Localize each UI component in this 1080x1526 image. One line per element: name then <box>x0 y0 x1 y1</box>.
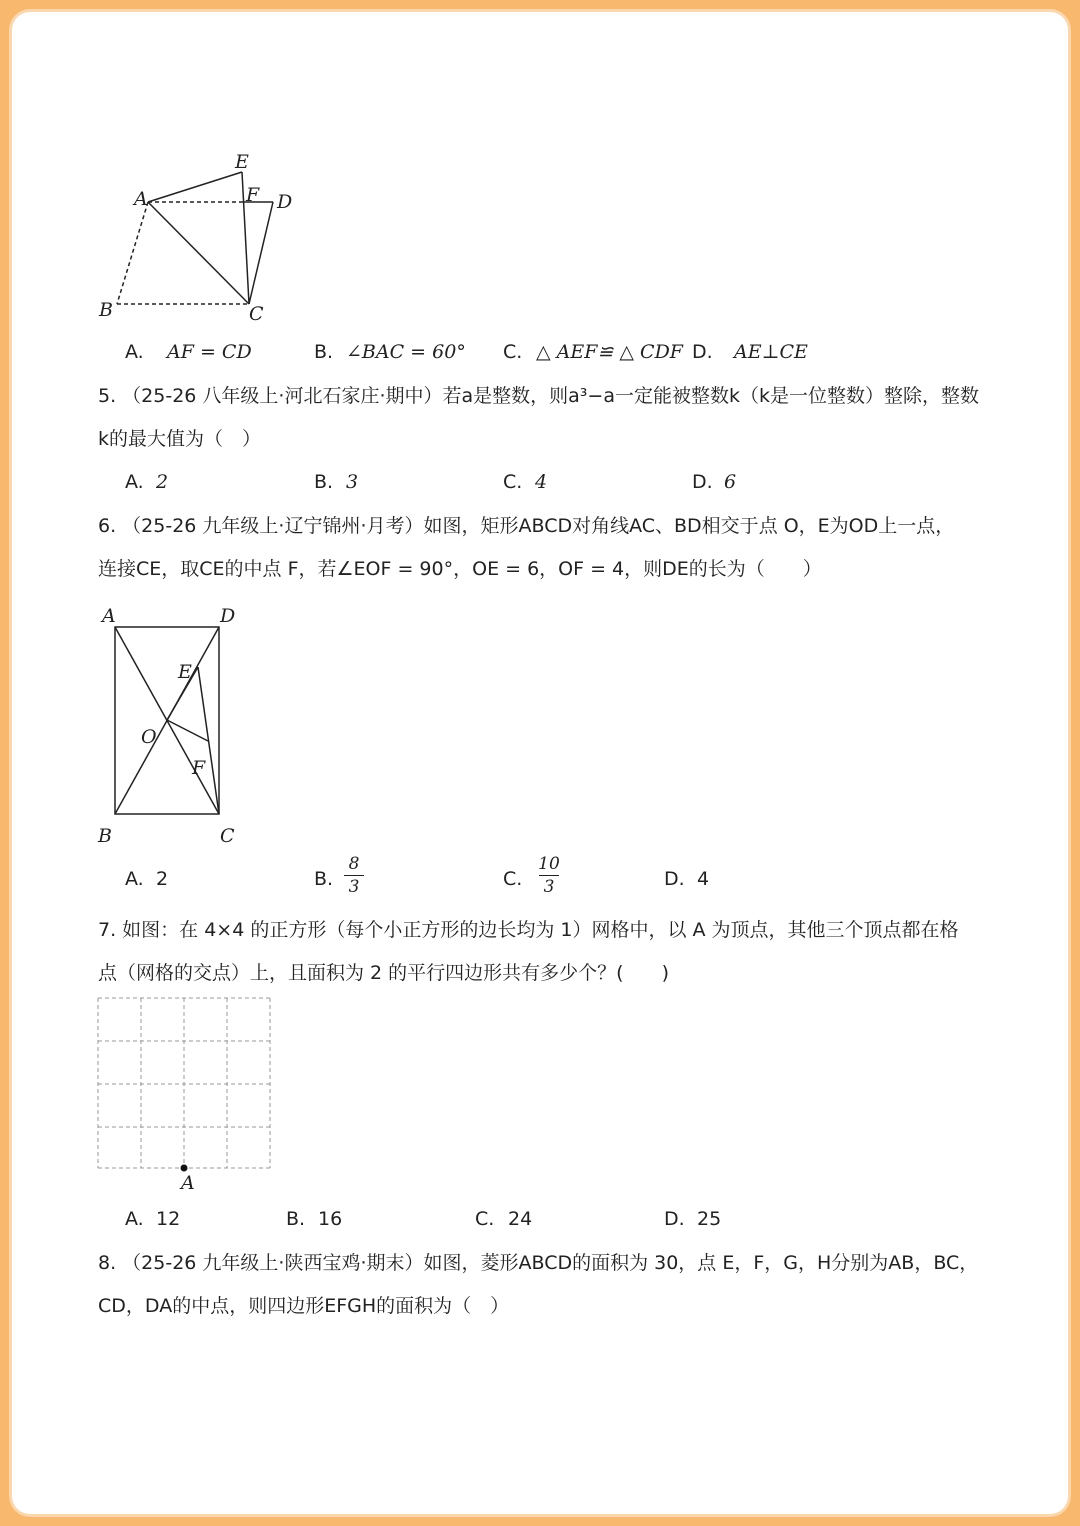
q6-option-a-text: 2 <box>156 868 169 890</box>
q6-label-c: C <box>220 825 235 847</box>
q4-option-b-letter: B. <box>314 341 334 363</box>
q6-option-b-letter: B. <box>314 868 334 890</box>
q5-option-b-text: 3 <box>346 471 359 493</box>
q6-label-f: F <box>192 757 206 779</box>
q4-figure <box>92 142 322 327</box>
q5-option-c-text: 4 <box>535 471 548 493</box>
q5-option-c-letter: C. <box>503 471 523 493</box>
q7-grid-figure <box>92 992 292 1192</box>
q5-option-a-text: 2 <box>156 471 169 493</box>
q4-label-d: D <box>277 191 293 213</box>
q6-option-c-letter: C. <box>503 868 523 890</box>
q4-option-a-letter: A. <box>125 341 144 363</box>
q6-label-o: O <box>141 726 157 748</box>
q4-label-b: B <box>99 299 113 321</box>
q7-option-c-letter: C. <box>475 1208 495 1230</box>
q6-option-b-fraction-bar <box>344 875 364 876</box>
q7-option-a-text: 12 <box>156 1208 181 1230</box>
q7-stem-line1: 7. 如图：在 4×4 的正方形（每个小正方形的边长均为 1）网格中，以 A 为顶点，其他三个顶点都在格 <box>98 919 959 941</box>
q4-segment-ab-dashed <box>117 202 148 304</box>
q6-label-e: E <box>178 661 192 683</box>
q4-option-c-text: △ AEF≌ △ CDF <box>536 341 683 363</box>
q5-option-d-letter: D. <box>692 471 713 493</box>
q4-label-c: C <box>249 303 264 325</box>
q4-option-c-letter: C. <box>503 341 523 363</box>
q7-option-d-letter: D. <box>664 1208 685 1230</box>
q7-option-b-text: 16 <box>318 1208 343 1230</box>
q6-segment-ec <box>198 667 219 814</box>
q8-stem-line1: 8. （25-26 九年级上·陕西宝鸡·期末）如图，菱形ABCD的面积为 30，点 E，F，G，H分别为AB，BC， <box>98 1252 979 1274</box>
q5-option-b-letter: B. <box>314 471 334 493</box>
q5-option-d-text: 6 <box>724 471 737 493</box>
q6-option-b-fraction <box>342 854 366 897</box>
q6-option-b-numerator: 8 <box>348 854 360 874</box>
q6-figure <box>92 602 262 852</box>
q5-option-a-letter: A. <box>125 471 144 493</box>
q5-stem-line1: 5. （25-26 八年级上·河北石家庄·期中）若a是整数，则a³−a一定能被整数k（k是一位整数）整除，整数 <box>98 385 979 407</box>
q6-stem-line2: 连接CE，取CE的中点 F，若∠EOF = 90°，OE = 6，OF = 4，则DE的长为（ ） <box>98 558 822 580</box>
q6-option-d-text: 4 <box>697 868 710 890</box>
q4-option-a-text: AF = CD <box>167 341 252 363</box>
q7-option-b-letter: B. <box>286 1208 306 1230</box>
q6-option-d-letter: D. <box>664 868 685 890</box>
q6-label-a: A <box>102 605 116 627</box>
q7-point-a-label: A <box>181 1172 195 1192</box>
q7-stem-line2: 点（网格的交点）上，且面积为 2 的平行四边形共有多少个？( ) <box>98 962 669 984</box>
q7-option-d-text: 25 <box>697 1208 722 1230</box>
q7-point-a <box>181 1165 188 1172</box>
q7-option-a-letter: A. <box>125 1208 144 1230</box>
q6-option-c-fraction-bar <box>539 875 559 876</box>
q4-segment-ac <box>148 202 249 304</box>
q7-option-c-text: 24 <box>508 1208 533 1230</box>
q6-label-d: D <box>220 605 236 627</box>
q6-option-c-fraction <box>537 854 561 897</box>
q6-option-c-denominator: 3 <box>543 877 555 897</box>
q4-label-f: F <box>246 184 260 206</box>
q5-stem-line2: k的最大值为（ ） <box>98 428 262 450</box>
q6-option-b-denominator: 3 <box>348 877 360 897</box>
q4-option-b-text: ∠BAC = 60° <box>346 341 466 363</box>
q4-option-d-letter: D. <box>692 341 713 363</box>
q6-stem-line1: 6. （25-26 九年级上·辽宁锦州·月考）如图，矩形ABCD对角线AC、BD相交于点 O，E为OD上一点， <box>98 515 955 537</box>
q6-option-c-numerator: 10 <box>538 854 560 874</box>
q4-label-e: E <box>235 151 249 173</box>
q6-label-b: B <box>98 825 112 847</box>
q4-option-d-text: AE⊥CE <box>734 341 808 363</box>
worksheet-page <box>12 12 1068 1514</box>
q8-stem-line2: CD，DA的中点，则四边形EFGH的面积为（ ） <box>98 1295 510 1317</box>
q4-segment-ae <box>148 172 242 202</box>
q4-label-a: A <box>134 188 148 210</box>
q6-option-a-letter: A. <box>125 868 144 890</box>
q4-segment-cd <box>249 202 273 304</box>
